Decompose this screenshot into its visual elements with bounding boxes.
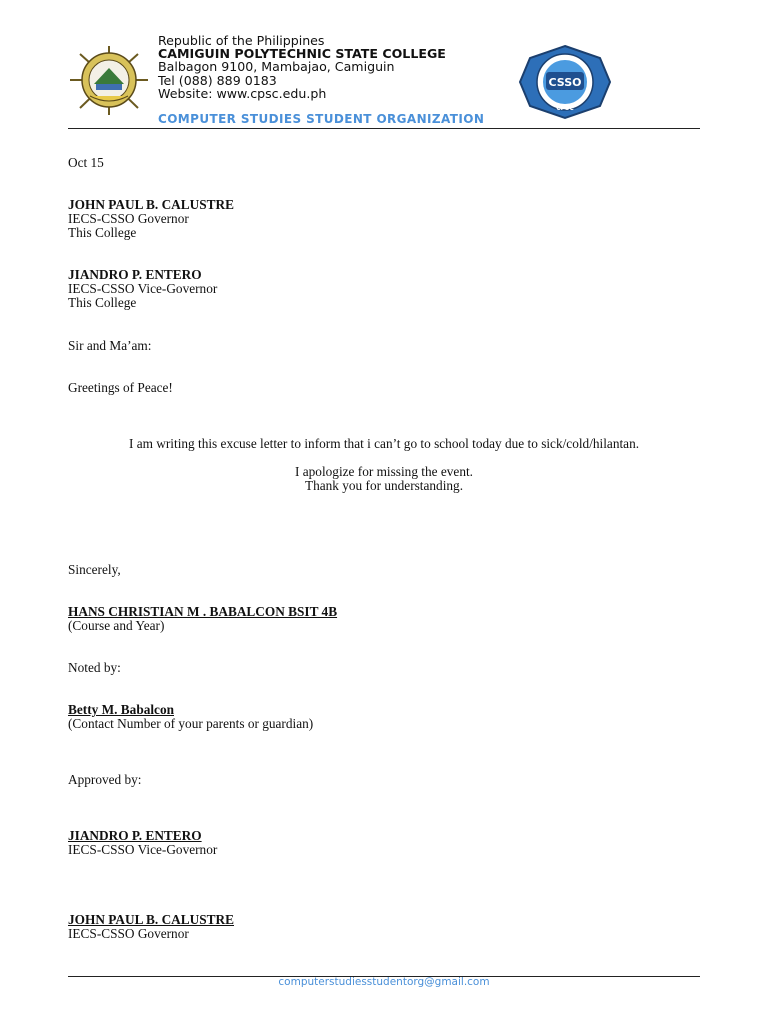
approver1-name: JIANDRO P. ENTERO <box>68 828 202 843</box>
recipient2-title: IECS-CSSO Vice-Governor <box>68 281 218 296</box>
recipient1-title: IECS-CSSO Governor <box>68 211 189 226</box>
recipient1-place: This College <box>68 225 137 240</box>
noted-by-note: (Contact Number of your parents or guardian) <box>68 716 314 731</box>
csso-badge-icon <box>518 44 612 120</box>
body-paragraph-1: I am writing this excuse letter to inform that i can’t go to school today due to sick/cold/hilantan. <box>128 436 640 451</box>
sender-note: (Course and Year) <box>68 618 165 633</box>
recipient2-name: JIANDRO P. ENTERO <box>68 267 202 282</box>
approver2-name: JOHN PAUL B. CALUSTRE <box>68 912 234 927</box>
approver2-title: IECS-CSSO Governor <box>68 926 189 941</box>
recipient1-name: JOHN PAUL B. CALUSTRE <box>68 197 234 212</box>
college-name: CAMIGUIN POLYTECHNIC STATE COLLEGE <box>158 46 446 62</box>
letterhead <box>158 34 446 100</box>
footer-email: computerstudiesstudentorg@gmail.com <box>278 976 490 988</box>
noted-by-name: Betty M. Babalcon <box>68 702 174 717</box>
college-phone: Tel (088) 889 0183 <box>158 72 277 88</box>
approved-by-label: Approved by: <box>68 772 142 787</box>
letterhead-line1: Republic of the Philippines <box>158 33 325 48</box>
sender-name: HANS CHRISTIAN M . BABALCON BSIT 4B <box>68 604 338 619</box>
closing: Sincerely, <box>68 562 121 577</box>
body-paragraph-2: I apologize for missing the event. <box>295 464 473 479</box>
csso-badge-sub: CPSC <box>556 105 574 112</box>
salutation: Sir and Ma’am: <box>68 338 152 353</box>
csso-badge-text: CSSO <box>548 76 582 89</box>
greeting: Greetings of Peace! <box>68 380 173 395</box>
body-paragraph-3: Thank you for understanding. <box>304 478 464 493</box>
college-address: Balbagon 9100, Mambajao, Camiguin <box>158 59 395 75</box>
college-seal-icon <box>66 44 152 116</box>
header-divider <box>68 128 700 129</box>
approver1-title: IECS-CSSO Vice-Governor <box>68 842 218 857</box>
recipient2-place: This College <box>68 295 137 310</box>
noted-by-label: Noted by: <box>68 660 121 675</box>
college-website: Website: www.cpsc.edu.ph <box>158 85 327 101</box>
organization-name: COMPUTER STUDIES STUDENT ORGANIZATION <box>158 112 485 126</box>
letter-date: Oct 15 <box>68 155 104 170</box>
